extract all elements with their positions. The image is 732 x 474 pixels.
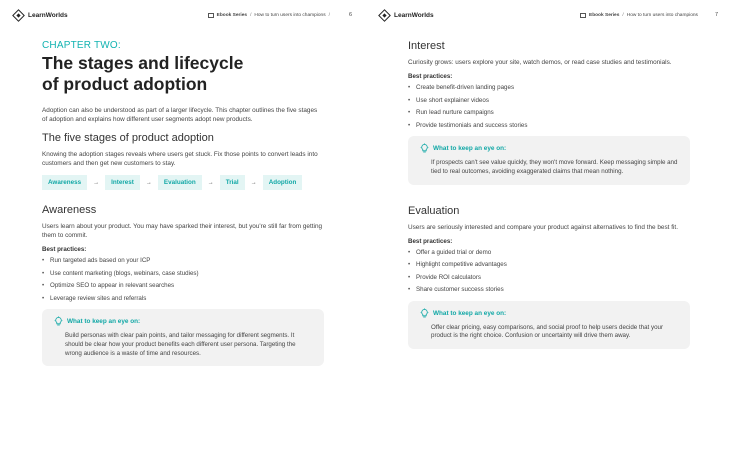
logo-icon	[12, 9, 25, 22]
list-item: • Share customer success stories	[408, 285, 690, 294]
breadcrumb-separator: /	[622, 12, 624, 18]
arrow-right-icon: →	[207, 179, 214, 186]
list-item: • Create benefit-driven landing pages	[408, 83, 690, 92]
header-breadcrumb	[208, 12, 352, 18]
stage-adoption: Adoption	[263, 175, 303, 190]
list-item: • Use content marketing (blogs, webinars, case studies)	[42, 269, 324, 278]
stage-awareness: Awareness	[42, 175, 87, 190]
page-number: 7	[714, 12, 718, 18]
list-item: • Use short explainer videos	[408, 96, 690, 105]
evaluation-list	[408, 248, 690, 295]
five-stages-heading: The five stages of product adoption	[42, 132, 214, 144]
five-stages-paragraph: Knowing the adoption stages reveals where users get stuck. Fix those points to convert leads into customers and then get new customers to stay.	[42, 151, 318, 167]
awareness-paragraph: Users learn about your product. You may have sparked their interest, but you're still far from getting them to commit.	[42, 223, 323, 239]
stage-interest: Interest	[105, 175, 140, 190]
awareness-callout	[42, 309, 324, 366]
page-header	[14, 9, 352, 21]
list-item: • Provide ROI calculators	[408, 273, 690, 282]
book-icon	[580, 13, 586, 18]
evaluation-heading: Evaluation	[408, 204, 460, 217]
interest-paragraph: Curiosity grows: users explore your site, watch demos, or read case studies and testimonials.	[408, 59, 672, 66]
best-practices-label: Best practices:	[408, 237, 453, 245]
book-icon	[208, 13, 214, 18]
callout-title: What to keep an eye on:	[433, 144, 507, 152]
callout-body: If prospects can't see value quickly, they won't move forward. Keep messaging simple and tied to real outcomes, avoiding exaggerated claims that mean nothing.	[431, 158, 678, 175]
list-item: • Highlight competitive advantages	[408, 260, 690, 269]
ebook-subtitle: How to turn users into champions	[626, 12, 698, 18]
chapter-title-line: The stages and lifecycle	[42, 53, 244, 73]
logo-icon	[378, 9, 391, 22]
series-label: Ebook Series	[216, 12, 248, 18]
logo-text: LearnWorlds	[394, 11, 434, 19]
logo-text: LearnWorlds	[28, 11, 68, 19]
list-item: • Run targeted ads based on your ICP	[42, 256, 324, 265]
header-breadcrumb	[580, 12, 718, 18]
list-item: • Run lead nurture campaigns	[408, 108, 690, 117]
logo	[14, 11, 68, 20]
series-label: Ebook Series	[589, 12, 620, 18]
interest-list	[408, 83, 690, 130]
interest-heading: Interest	[408, 40, 445, 52]
chapter-title-line: of product adoption	[42, 74, 208, 94]
callout-header	[420, 308, 680, 319]
lightbulb-icon	[420, 308, 429, 319]
arrow-right-icon: →	[250, 179, 257, 186]
callout-body: Offer clear pricing, easy comparisons, and social proof to help users decide that your product is the right choice. Confusion or uncertainty will drive them away.	[431, 323, 664, 340]
lightbulb-icon	[420, 143, 429, 154]
callout-body: Build personas with clear pain points, and tailor messaging for different segments. It should be clear how your product benefits each different user persona. Targeting the wrong audience is a waste of time and resources.	[65, 331, 296, 357]
page-header	[380, 9, 718, 21]
left-content	[42, 40, 324, 366]
callout-title: What to keep an eye on:	[67, 317, 141, 325]
stage-trial: Trial	[220, 175, 245, 190]
lightbulb-icon	[54, 316, 63, 327]
stages-flow	[42, 175, 324, 190]
best-practices-label: Best practices:	[42, 246, 87, 253]
chapter-label: CHAPTER TWO:	[42, 40, 121, 51]
callout-header	[54, 316, 314, 327]
breadcrumb-separator: /	[328, 12, 330, 18]
awareness-list	[42, 256, 324, 303]
callout-title: What to keep an eye on:	[433, 309, 507, 317]
evaluation-callout	[408, 301, 690, 350]
arrow-right-icon: →	[145, 179, 152, 186]
list-item: • Leverage review sites and referrals	[42, 294, 324, 303]
breadcrumb-separator: /	[250, 12, 252, 18]
page-right	[366, 0, 732, 474]
list-item: • Provide testimonials and success stories	[408, 121, 690, 130]
evaluation-paragraph: Users are seriously interested and compare your product against alternatives to find the best fit.	[408, 223, 678, 231]
list-item: • Offer a guided trial or demo	[408, 248, 690, 257]
ebook-subtitle: How to turn users into champions	[254, 12, 326, 18]
stage-evaluation: Evaluation	[158, 175, 202, 190]
logo	[380, 11, 434, 20]
awareness-heading: Awareness	[42, 204, 97, 216]
page-number: 6	[348, 12, 352, 18]
interest-callout	[408, 136, 690, 185]
best-practices-label: Best practices:	[408, 73, 453, 80]
callout-header	[420, 143, 680, 154]
intro-paragraph: Adoption can also be understood as part of a larger lifecycle. This chapter outlines the five stages of adoption and explains how different user segments adopt new products.	[42, 107, 318, 123]
right-content	[408, 40, 690, 349]
arrow-right-icon: →	[93, 179, 100, 186]
chapter-title	[42, 53, 324, 95]
list-item: • Optimize SEO to appear in relevant searches	[42, 281, 324, 290]
